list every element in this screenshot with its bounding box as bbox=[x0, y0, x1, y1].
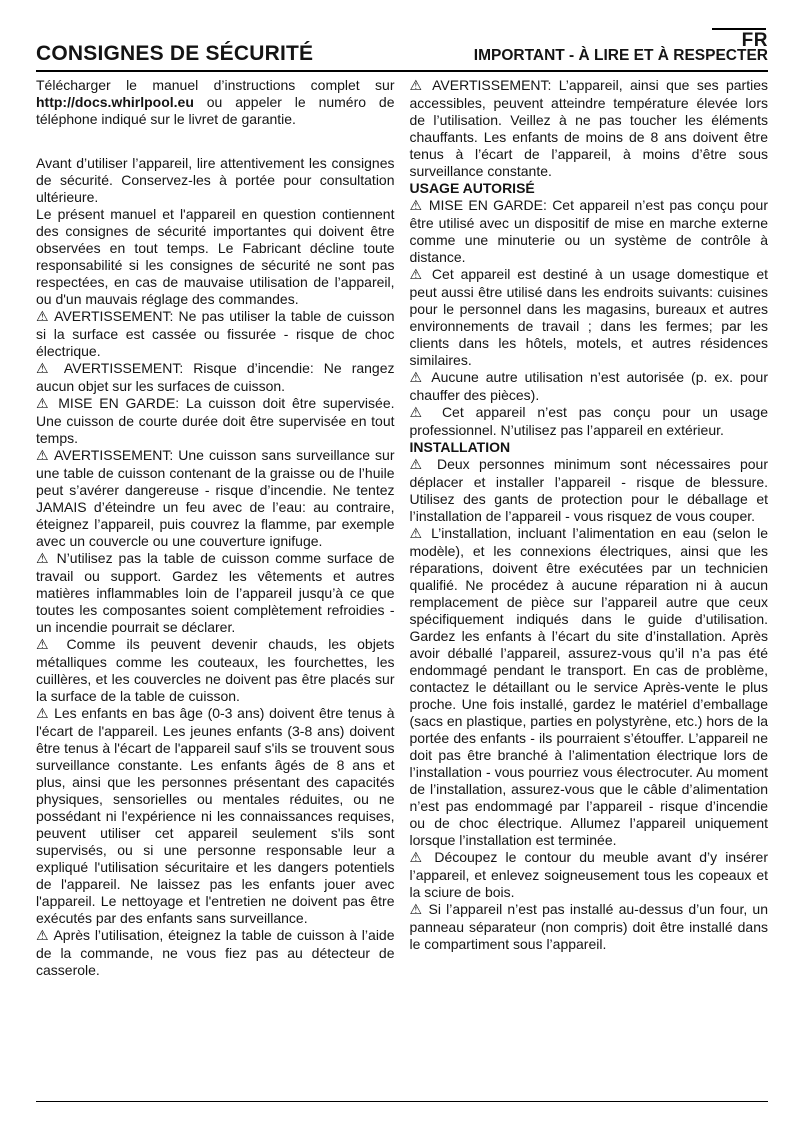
warning-icon: ⚠ bbox=[409, 198, 424, 214]
warning-icon: ⚠ bbox=[36, 396, 52, 412]
body-paragraph: ⚠ Les enfants en bas âge (0-3 ans) doivent être tenus à l'écart de l'appareil. Les jeunes enfants (3-8 ans) doivent être tenus à l'écart de l'appareil sauf s'ils se trouvent sous surveillance constante. Les enfants âgés de 8 ans et plus, ainsi que les personnes présentant des capacités physiques, sensorielles ou mentales réduites, ou ne possédant ni l'expérience ni les connaissances requises, peuvent utiliser cet appareil seulement s'ils sont supervisés, ou si une personne responsable leur a expliqué l'utilisation sécuritaire et les dangers potentiels de l'appareil. Ne laissez pas les enfants jouer avec l'appareil. Le nettoyage et l'entretien ne doivent pas être exécutés par des enfants sans surveillance. bbox=[36, 705, 395, 926]
body-paragraph: ⚠ Découpez le contour du meuble avant d’y insérer l’appareil, et enlevez soigneusement tous les copeaux et la sciure de bois. bbox=[409, 849, 768, 900]
body-paragraph: Avant d’utiliser l’appareil, lire attentivement les consignes de sécurité. Conservez-les à portée pour consultation ultérieure. bbox=[36, 155, 395, 205]
language-code: FR bbox=[741, 30, 768, 51]
body-paragraph: ⚠ Après l’utilisation, éteignez la table de cuisson à l’aide de la commande, ne vous fiez pas au détecteur de casserole. bbox=[36, 927, 395, 978]
page-header bbox=[36, 42, 768, 66]
intro-text-pre: Télécharger le manuel d’instructions complet sur bbox=[36, 77, 395, 93]
warning-icon: ⚠ bbox=[36, 637, 56, 653]
warning-icon: ⚠ bbox=[409, 267, 426, 283]
warning-icon: ⚠ bbox=[409, 370, 426, 386]
body-paragraph: ⚠ AVERTISSEMENT: Ne pas utiliser la table de cuisson si la surface est cassée ou fissurée - risque de choc électrique. bbox=[36, 308, 395, 359]
warning-icon: ⚠ bbox=[36, 309, 50, 325]
body-paragraph: ⚠ Cet appareil n’est pas conçu pour un usage professionnel. N’utilisez pas l’appareil en extérieur. bbox=[409, 404, 768, 438]
body-paragraph: ⚠ AVERTISSEMENT: Une cuisson sans surveillance sur une table de cuisson contenant de la graisse ou de l’huile peut s’avérer dangereuse - risque d’incendie. Ne tentez JAMAIS d’éteindre un feu avec de l’eau: au contraire, éteignez l’appareil, puis couvrez la flamme, par exemple avec un couvercle ou une couverture ignifuge. bbox=[36, 447, 395, 549]
warning-icon: ⚠ bbox=[409, 526, 425, 542]
left-column bbox=[36, 77, 395, 1099]
body-paragraph: ⚠ Deux personnes minimum sont nécessaires pour déplacer et installer l’appareil - risque de blessure. Utilisez des gants de protection pour le déballage et l’installation de l’appareil - vous risquez de vous couper. bbox=[409, 456, 768, 524]
warning-icon: ⚠ bbox=[36, 706, 50, 722]
body-paragraph: ⚠ Si l’appareil n’est pas installé au-dessus d’un four, un panneau séparateur (non compris) doit être installé dans le compartiment sous l’appareil. bbox=[409, 901, 768, 952]
warning-icon: ⚠ bbox=[409, 902, 424, 918]
warning-icon: ⚠ bbox=[409, 457, 428, 473]
warning-icon: ⚠ bbox=[36, 448, 50, 464]
page-title: CONSIGNES DE SÉCURITÉ bbox=[36, 42, 314, 65]
warning-icon: ⚠ bbox=[36, 361, 55, 377]
warning-icon: ⚠ bbox=[409, 78, 426, 94]
manual-url: http://docs.whirlpool.eu bbox=[36, 94, 194, 110]
intro-paragraph bbox=[36, 77, 395, 128]
body-paragraph: ⚠ Aucune autre utilisation n’est autorisée (p. ex. pour chauffer des pièces). bbox=[409, 369, 768, 403]
body-paragraph: ⚠ AVERTISSEMENT: Risque d’incendie: Ne rangez aucun objet sur les surfaces de cuisson. bbox=[36, 360, 395, 394]
intro-text-post: ou appeler le numéro de téléphone indiqué sur le livret de garantie. bbox=[36, 94, 395, 127]
text-columns bbox=[36, 77, 768, 1099]
page-subtitle: IMPORTANT - À LIRE ET À RESPECTER bbox=[473, 47, 768, 64]
header-divider bbox=[36, 70, 768, 72]
warning-icon: ⚠ bbox=[409, 405, 431, 421]
warning-icon: ⚠ bbox=[36, 551, 51, 567]
section-heading: USAGE AUTORISÉ bbox=[409, 180, 535, 196]
body-paragraph: ⚠ MISE EN GARDE: Cet appareil n’est pas conçu pour être utilisé avec un dispositif de mise en marche externe comme une minuterie ou un système de contrôle à distance. bbox=[409, 197, 768, 265]
body-paragraph: ⚠ N’utilisez pas la table de cuisson comme surface de travail ou support. Gardez les vêtements et autres matières inflammables loin de l’appareil jusqu’à ce que toutes les composantes soient complètement refroidies - un incendie pourrait se déclarer. bbox=[36, 550, 395, 635]
section-heading: INSTALLATION bbox=[409, 439, 511, 455]
right-column bbox=[410, 77, 769, 1099]
body-paragraph: ⚠ MISE EN GARDE: La cuisson doit être supervisée. Une cuisson de courte durée doit être supervisée en tout temps. bbox=[36, 395, 395, 446]
body-paragraph: ⚠ Cet appareil est destiné à un usage domestique et peut aussi être utilisé dans les endroits suivants: cuisines pour le personnel dans les magasins, bureaux et autres environnements de travail ; dans les fermes; par les clients dans les hôtels, motels, et autres résidences similaires. bbox=[409, 266, 768, 368]
warning-icon: ⚠ bbox=[409, 850, 427, 866]
body-paragraph: ⚠ L’installation, incluant l’alimentation en eau (selon le modèle), et les connexions électriques, ainsi que les réparations, doivent être exécutées par un technicien qualifié. Ne procédez à aucune réparation ni à aucun remplacement de pièce sur l’appareil autre que ceux spécifiquement indiqués dans le guide d’utilisation. Gardez les enfants à l’écart du site d’installation. Après avoir déballé l’appareil, assurez-vous qu’il n’a pas été endommagé pendant le transport. En cas de problème, contactez le détaillant ou le service Après-vente le plus proche. Une fois installé, gardez le matériel d’emballage (sacs en plastique, parties en polystyrène, etc.) hors de la portée des enfants - ils pourraient s’étouffer. L’appareil ne doit pas être branché à l’alimentation électrique lors de l’installation - vous pourriez vous électrocuter. Au moment de l’installation, assurez-vous que le câble d’alimentation n’est pas endommagé par l’appareil - risque d’incendie ou de choc électrique. Allumez l’appareil uniquement lorsque l’installation est terminée. bbox=[409, 525, 768, 848]
body-paragraph: ⚠ AVERTISSEMENT: L’appareil, ainsi que ses parties accessibles, peuvent atteindre température élevée lors de l’utilisation. Veillez à ne pas toucher les éléments chauffants. Les enfants de moins de 8 ans doivent être tenus à l’écart de l’appareil, à moins d’être sous surveillance constante. bbox=[409, 77, 768, 179]
body-paragraph: Le présent manuel et l'appareil en question contiennent des consignes de sécurité importantes qui doivent être observées en tout temps. Le Fabricant décline toute responsabilité si les consignes de sécurité ne sont pas respectées, en cas de mauvaise utilisation de l’appareil, ou d'un mauvais réglage des commandes. bbox=[36, 206, 395, 307]
body-paragraph: ⚠ Comme ils peuvent devenir chauds, les objets métalliques comme les couteaux, les fourchettes, les cuillères, et les couvercles ne doivent pas être placés sur la surface de la table de cuisson. bbox=[36, 636, 395, 704]
warning-icon: ⚠ bbox=[36, 928, 50, 944]
footer-divider bbox=[36, 1101, 768, 1102]
